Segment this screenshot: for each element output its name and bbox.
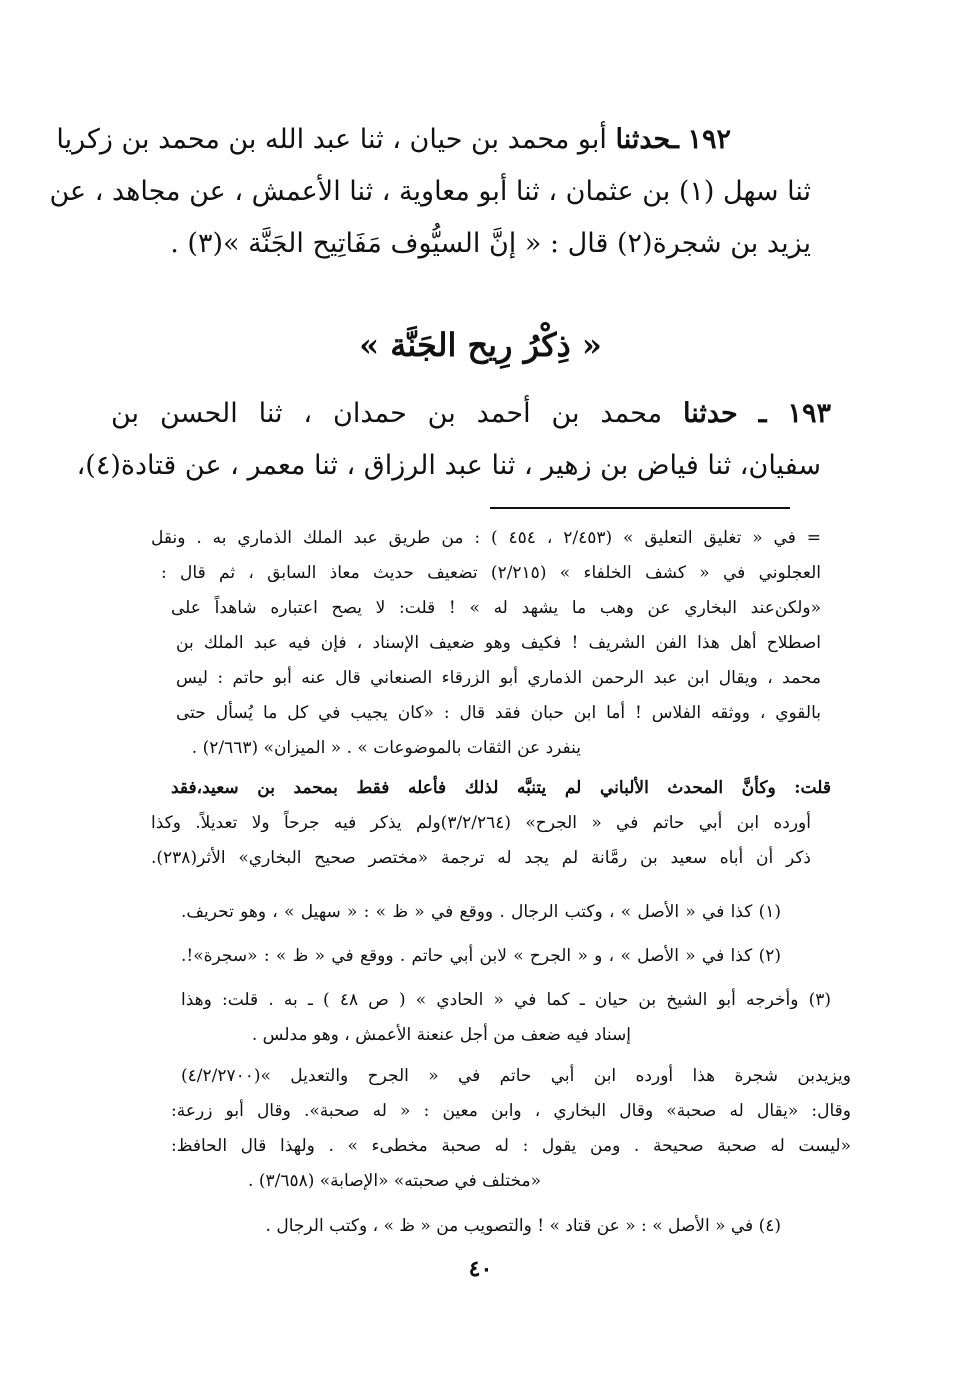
footnote-4: (٤) في « الأصل » : « عن قتاد » ! والتصويب من « ظ » ، وكتب الرجال . [265, 1216, 781, 1236]
hadith-193-lead: حدثنا [683, 398, 738, 429]
footnote-3-more-line-1: ويزيدبن شجرة هذا أورده ابن أبي حاتم في « الجرح والتعديل »(٤/٢/٢٧٠٠) [181, 1066, 851, 1086]
hadith-192-line-1-text: أبو محمد بن حيان ، ثنا عبد الله بن محمد بن زكريا [56, 124, 607, 155]
hadith-193-line-1-text: محمد بن أحمد بن حمدان ، ثنا الحسن بن [111, 398, 663, 429]
footnote-cont-line-4: اصطلاح أهل هذا الفن الشريف ! فكيف وهو ضعيف الإسناد ، فإن فيه عبد الملك بن [176, 633, 821, 653]
hadith-193-dash: ـ [758, 398, 767, 429]
footnote-cont-line-6: بالقوي ، ووثقه الفلاس ! أما ابن حبان فقد قال : «كان يجيب في كل ما يُسأل حتى [176, 703, 821, 723]
footnote-qult-line-1: قلت: وكأنَّ المحدث الألباني لم يتنبَّه لذلك فأعله فقط بمحمد بن سعيد،فقد [171, 778, 831, 798]
footnote-separator [490, 507, 790, 509]
footnote-cont-line-2: العجلوني في « كشف الخلفاء » (٢/٢١٥) تضعيف حديث معاذ السابق ، ثم قال : [161, 563, 821, 583]
hadith-193-number: ١٩٣ [787, 398, 831, 429]
hadith-192-line-1 [56, 118, 731, 162]
hadith-192-dash: ـ [670, 124, 679, 155]
hadith-193-line-1 [111, 392, 831, 436]
footnote-cont-line-3: «ولكن‌عند البخاري عن وهب ما يشهد له » ! قلت: لا يصح اعتباره شاهداً على [171, 598, 821, 618]
footnote-3-more-line-2: وقال: «يقال له صحبة» وقال البخاري ، وابن معين : « له صحبة». وقال أبو زرعة: [171, 1101, 851, 1121]
page-number: ٤٠ [468, 1256, 493, 1282]
footnote-cont-line-1: = في « تغليق التعليق » (٢/٤٥٣ ، ٤٥٤ ) : من طريق عبد الملك الذماري به . ونقل [151, 528, 821, 548]
footnote-cont-line-7: ينفرد عن الثقات بالموضوعات » . « الميزان» (٢/٦٦٣) . [191, 738, 581, 758]
footnote-3-more-line-4: «مختلف في صحبته» «الإصابة» (٣/٦٥٨) . [248, 1171, 541, 1191]
footnote-qult-line-2: أورده ابن أبي حاتم في « الجرح» (٣/٢/٢٦٤)ولم يذكر فيه جرحاً ولا تعديلاً. وكذا [151, 813, 811, 833]
footnote-cont-line-5: محمد ، ويقال ابن عبد الرحمن الذماري أبو الزرقاء الصنعاني قال عنه أبو حاتم : ليس [176, 668, 821, 688]
hadith-192-line-3: يزيد بن شجرة(٢) قال : « إنَّ السيُّوف مَفَاتِيح الجَنَّة »(٣) . [170, 228, 811, 259]
footnote-3-line-2: إسناد فيه ضعف من أجل عنعنة الأعمش ، وهو مدلس . [251, 1025, 631, 1045]
hadith-192-line-2: ثنا سهل (١) بن عثمان ، ثنا أبو معاوية ، ثنا الأعمش ، عن مجاهد ، عن [49, 176, 811, 207]
section-heading: « ذِكْرُ رِيح الجَنَّة » [359, 326, 602, 364]
footnote-3-more-line-3: «ليست له صحبة صحيحة . ومن يقول : له صحبة مخطىء » . ولهذا قال الحافظ: [171, 1136, 851, 1156]
hadith-193-line-2: سفيان، ثنا فياض بن زهير ، ثنا عبد الرزاق ، ثنا معمر ، عن قتادة(٤)، [76, 450, 821, 481]
footnote-qult-line-3: ذكر أن أباه سعيد بن رمَّانة لم يجد له ترجمة «مختصر صحيح البخاري» الأثر(٢٣٨). [151, 848, 811, 868]
footnote-3-line-1: (٣) وأخرجه أبو الشيخ بن حيان ـ كما في « الحادي » ( ص ٤٨ ) ـ به . قلت: وهذا [181, 990, 831, 1010]
hadith-192-number: ١٩٢ [687, 124, 731, 155]
footnote-1: (١) كذا في « الأصل » ، وكتب الرجال . ووقع في « ظ » : « سهيل » ، وهو تحريف. [181, 902, 781, 922]
footnote-2: (٢) كذا في « الأصل » ، و « الجرح » لابن أبي حاتم . ووقع في « ظ » : «سجرة»!. [181, 946, 781, 966]
hadith-192-lead: حدثنا [615, 124, 671, 155]
